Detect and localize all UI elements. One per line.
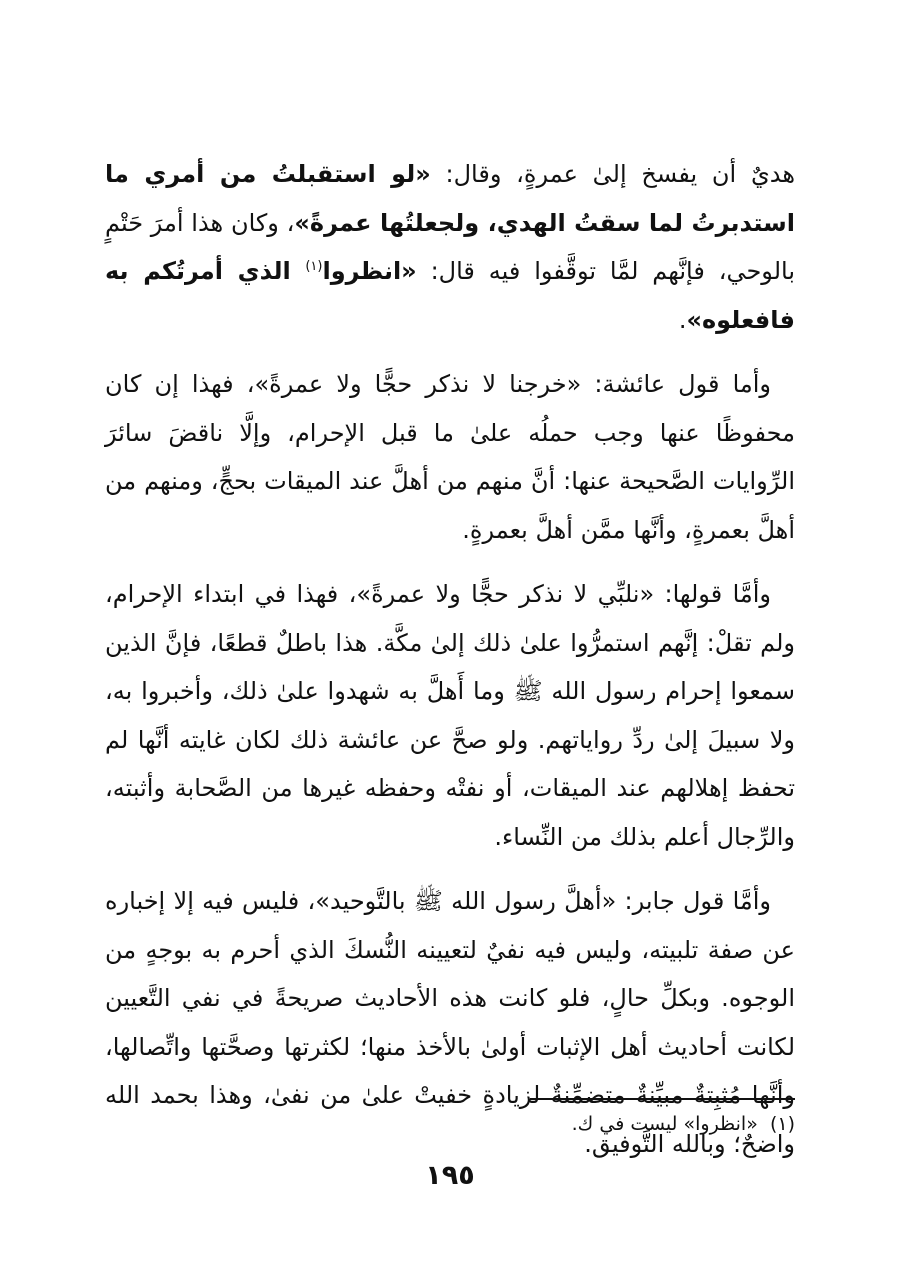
paragraph-2 [105,360,795,554]
main-text [105,150,795,1184]
hadith-quote: الذي أمرتُكم به فافعلوه» [105,257,795,334]
footnote-divider [530,1098,795,1100]
text-segment: وأمَّا قولها: «نلبِّي لا نذكر حجًّا ولا عمرةً»، فهذا في ابتداء الإحرام، ولم تقلْ: إنَّهم استمرُّوا علىٰ ذلك إلىٰ مكَّة. هذا باطلٌ قطعًا، فإنَّ الذين سمعوا إحرام رسول الله ﷺ وما أَهلَّ به شهدوا علىٰ ذلك، وأخبروا به، ولا سبيلَ إلىٰ ردِّ رواياتهم. ولو صحَّ عن عائشة ذلك لكان غايته أنَّها لم تحفظ إهلالهم عند الميقات، أو نفتْه وحفظه غيرها من الصَّحابة وأثبته، والرِّجال أعلم بذلك من النِّساء. [105,580,795,851]
hadith-quote: «لو استقبلتُ من أمري ما استدبرتُ لما سقتُ الهدي، ولجعلتُها عمرةً» [105,160,796,237]
text-segment: . [678,305,687,334]
footnote-marker: (١) [769,1113,795,1135]
paragraph-3 [105,570,795,861]
text-segment: وأمَّا قول جابر: «أهلَّ رسول الله ﷺ بالتَّوحيد»، فليس فيه إلا إخباره عن صفة تلبيته، وليس فيه نفيٌ لتعيينه النُّسكَ الذي أحرم به بوجهٍ من الوجوه. وبكلِّ حالٍ، فلو كانت هذه الأحاديث صريحةً في نفي التَّعيين لكانت أحاديث أهل الإثبات أولىٰ بالأخذ منها؛ لكثرتها وصحَّتها واتِّصالها، وأنَّها مُثبِتةٌ مبيِّنةٌ متضمِّنةٌ لزيادةٍ خفيتْ علىٰ من نفىٰ، وهذا بحمد الله واضحٌ؛ وبالله التَّوفيق. [105,887,795,1158]
text-segment: هديٌ أن يفسخ إلىٰ عمرةٍ، وقال: [430,160,795,188]
footnote-reference[interactable]: (١) [305,259,323,274]
paragraph-1 [105,150,795,344]
footnote-text: «انظروا» ليست في ك. [571,1113,758,1135]
hadith-quote: «انظروا [322,257,417,285]
text-segment: وأما قول عائشة: «خرجنا لا نذكر حجًّا ولا عمرةً»، فهذا إن كان محفوظًا عنها وجب حملُه علىٰ ما قبل الإحرام، وإلَّا ناقضَ سائرَ الرِّوايات الصَّحيحة عنها: أنَّ منهم من أهلَّ عند الميقات بحجٍّ، ومنهم من أهلَّ بعمرةٍ، وأنَّها ممَّن أهلَّ بعمرةٍ. [105,370,795,544]
footnote [105,1108,795,1140]
text-segment: ، وكان هذا أمرَ حَتْمٍ بالوحي، فإنَّهم لمَّا توقَّفوا فيه قال: [105,208,795,285]
page-number: ١٩٥ [425,1160,475,1191]
